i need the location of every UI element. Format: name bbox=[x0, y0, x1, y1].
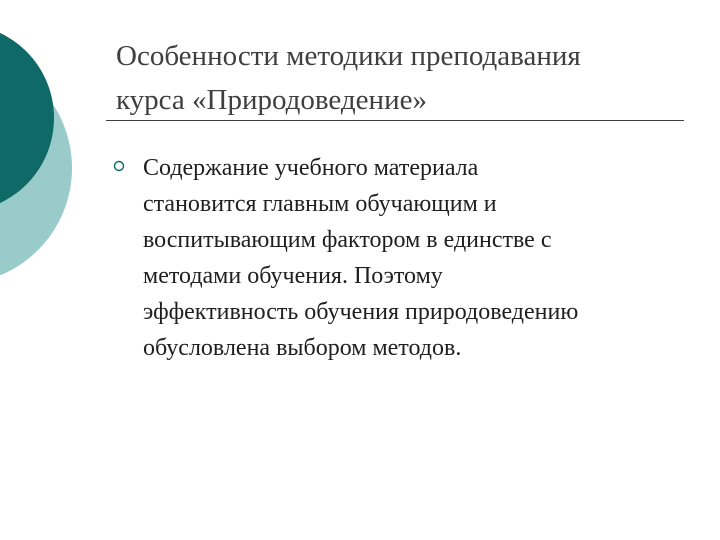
bullet-line: становится главным обучающим и bbox=[143, 191, 497, 217]
slide-title-line-1: Особенности методики преподавания bbox=[116, 40, 581, 72]
bullet-text bbox=[143, 150, 578, 366]
slide-title-line-2: курса «Природоведение» bbox=[116, 84, 427, 116]
slide-title bbox=[116, 34, 686, 122]
decor-dark-circle bbox=[0, 24, 54, 212]
bullet-line: Содержание учебного материала bbox=[143, 155, 479, 181]
ring-bullet-icon bbox=[113, 160, 125, 172]
bullet-line: эффективность обучения природоведению bbox=[143, 299, 579, 325]
left-decoration bbox=[0, 0, 120, 300]
bullet-line: воспитывающим фактором в единстве с bbox=[143, 227, 552, 253]
decor-light-circle bbox=[0, 52, 72, 284]
bullet-line: методами обучения. Поэтому bbox=[143, 263, 443, 289]
title-divider bbox=[106, 120, 684, 121]
bullet-line: обусловлена выбором методов. bbox=[143, 335, 462, 361]
slide-content bbox=[113, 150, 683, 366]
bullet-item bbox=[113, 150, 683, 366]
